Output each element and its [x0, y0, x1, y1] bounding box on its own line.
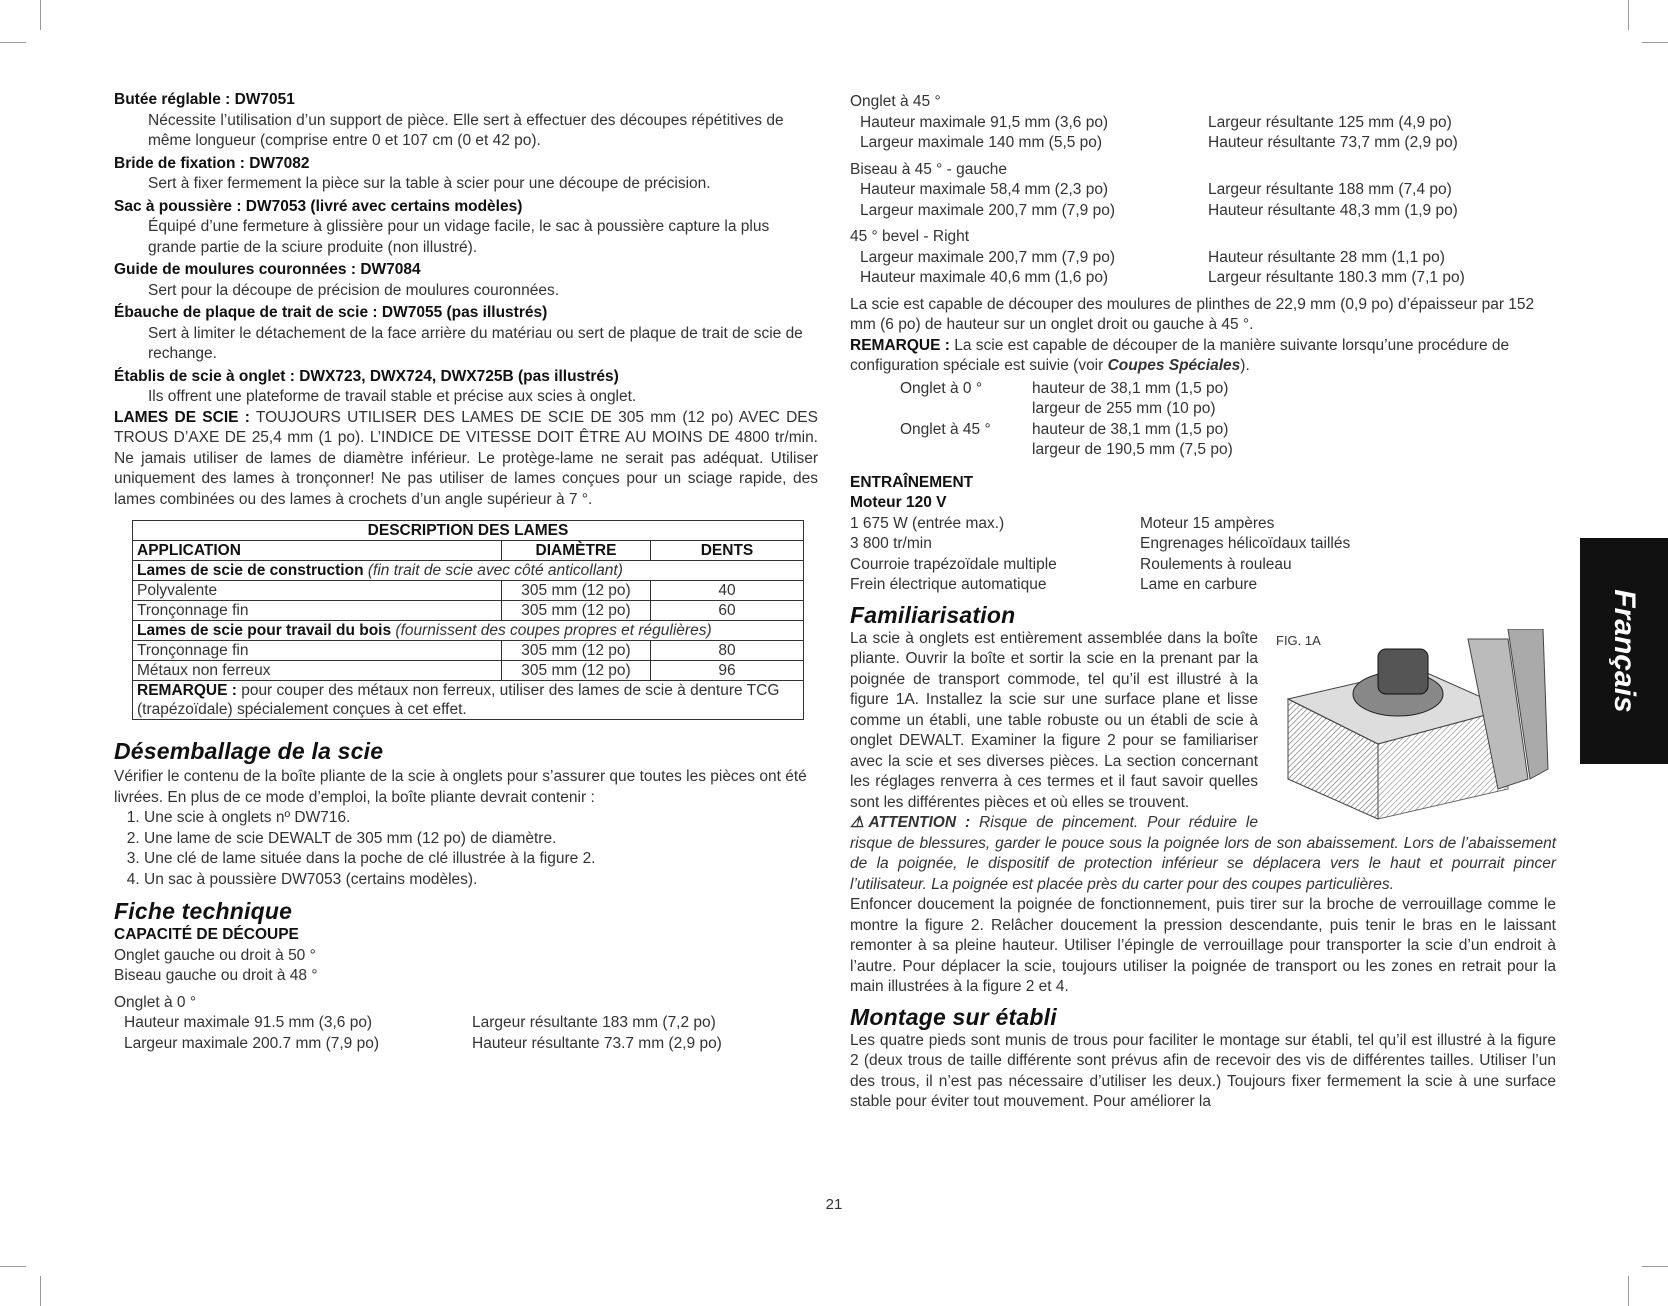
blades-text: TOUJOURS UTILISER DES LAMES DE SCIE DE 305 mm (12 po) AVEC DES TROUS D’AXE DE 25,4 mm (1 po). L’INDICE DE VITESSE DOIT ÊTRE AU MOINS DE 4800 tr/min. Ne jamais utiliser de lames de diamètre inférieur. Le protège-lame ne serait pas adéquat. Utiliser uniquement des lames à tronçonner! Ne pas utiliser de lames conçues pour un sciage rapide, des lames combinées ou des lames à crochets d’un angle supérieur à 7 °.	[114, 408, 818, 508]
spec-group	[850, 227, 1556, 289]
table-note	[133, 681, 804, 720]
accessory-text: Nécessite l’utilisation d’un support de pièce. Elle sert à effectuer des découpes répétitives de même longueur (comprise entre 0 et 107 cm (0 et 42 po).	[148, 111, 784, 149]
spec-group-head: Biseau à 45 ° - gauche	[850, 160, 1007, 178]
accessory-title: Guide de moulures couronnées : DW7084	[114, 261, 421, 278]
accessory-text: Sert à limiter le détachement de la face arrière du matériau ou sert de plaque de trait de scie de rechange.	[148, 324, 803, 362]
warning-icon: ⚠	[850, 814, 869, 831]
blades-label: LAMES DE SCIE :	[114, 408, 250, 426]
remark-text: La scie est capable de découper de la manière suivante lorsqu’une procédure de configuration spéciale est suivie (voir	[850, 336, 1510, 374]
table-group-row	[133, 561, 804, 581]
spec-cell: Hauteur maximale 58,4 mm (2,3 po)	[860, 181, 1109, 198]
spec-row	[114, 1034, 818, 1055]
table-cell: 305 mm (12 po)	[502, 581, 651, 601]
accessory-text: Sert à fixer fermement la pièce sur la table à scier pour une découpe de précision.	[148, 175, 711, 192]
table-cell: 305 mm (12 po)	[502, 601, 651, 621]
list-item: 3. Une clé de lame située dans la poche de clé illustrée à la figure 2.	[144, 849, 818, 870]
spec-line: Onglet gauche ou droit à 50 °	[114, 946, 316, 964]
table-title: DESCRIPTION DES LAMES	[133, 521, 804, 541]
group-label: Lames de scie pour travail du bois	[137, 622, 392, 639]
accessory-text: Sert pour la découpe de précision de moulures couronnées.	[148, 281, 560, 299]
language-tab	[1580, 538, 1668, 764]
baseboard-text: La scie est capable de découper des moulures de plinthes de 22,9 mm (0,9 po) d’épaisseur par 152 mm (6 po) de hauteur sur un onglet droit ou gauche à 45 °.	[850, 295, 1535, 333]
right-column	[850, 92, 1556, 1113]
special-value: largeur de 190,5 mm (7,5 po)	[1032, 441, 1233, 458]
handling-text: Enfoncer doucement la poignée de fonctionnement, puis tirer sur la broche de verrouillage comme le montre la figure 2. Relâcher doucement la pression descendante, puis tenir le bras en le laissant remonter à sa pleine hauteur. Utiliser l’épingle de verrouillage pour transporter la scie d’un endroit à l’autre. Pour déplacer la scie, toujours utiliser la poignée de transport ou les zones en retrait pour la main illustrées à la figure 2 et 4.	[850, 896, 1556, 995]
figure-label: FIG. 1A	[1276, 632, 1321, 648]
spec-cell: Largeur maximale 200,7 mm (7,9 po)	[860, 248, 1116, 266]
table-cell: 96	[651, 661, 804, 681]
table-row	[133, 581, 804, 601]
spec-row	[850, 113, 1556, 134]
table-cell: Tronçonnage fin	[133, 641, 502, 661]
motor-cell: 1 675 W (entrée max.)	[850, 514, 1005, 532]
accessory-item	[114, 154, 818, 195]
unpack-text: Vérifier le contenu de la boîte pliante de la scie à onglets pour s’assurer que toutes les pièces ont été livrées. En plus de ce mode d’emploi, la boîte pliante devrait contenir :	[114, 768, 807, 806]
table-cell: Polyvalente	[133, 581, 502, 601]
spec-cell: Largeur maximale 140 mm (5,5 po)	[860, 134, 1103, 151]
spec-row	[850, 268, 1556, 289]
special-row	[850, 399, 1556, 420]
spec-cell: Largeur maximale 200,7 mm (7,9 po)	[860, 201, 1116, 219]
left-column	[114, 88, 818, 1054]
spec-group	[850, 160, 1556, 222]
motor-cell: Lame en carbure	[1140, 576, 1258, 593]
familiarization-text: La scie à onglets est entièrement assemblée dans la boîte pliante. Ouvrir la boîte et sortir la scie en la prenant par la poignée de transport commode, tel qu’il est illustré à la figure 1A. Installez la scie sur une surface plane et lisse comme un établi, une table robuste ou un établi de scie à onglet DEWALT. Examiner la figure 2 pour se familiariser avec la scie et ses diverses pièces. La section concernant les réglages renverra à ces termes et il faut savoir quelles sont les différentes pièces et où elles se trouvent.	[850, 629, 1258, 811]
accessory-item	[114, 303, 818, 365]
list-item: 1. Une scie à onglets nº DW716.	[144, 808, 818, 829]
spec-row	[850, 180, 1556, 201]
table-cell: 305 mm (12 po)	[502, 661, 651, 681]
language-tab-label: Français	[1608, 589, 1641, 713]
remark-paragraph	[850, 336, 1556, 377]
accessory-item	[114, 367, 818, 408]
table-row	[133, 641, 804, 661]
special-cuts	[850, 379, 1556, 461]
remark-label: REMARQUE :	[850, 336, 950, 354]
group-label: Lames de scie de construction	[137, 562, 364, 579]
spec-row	[114, 1013, 818, 1034]
spec-group-head: Onglet à 45 °	[850, 93, 941, 110]
table-row	[133, 661, 804, 681]
table-cell: Tronçonnage fin	[133, 601, 502, 621]
spec-cell: Largeur résultante 125 mm (4,9 po)	[1208, 113, 1452, 131]
motor-row	[850, 514, 1556, 535]
spec-cell: Hauteur résultante 48,3 mm (1,9 po)	[1208, 201, 1458, 219]
list-item: 2. Une lame de scie DEWALT de 305 mm (12 po) de diamètre.	[144, 829, 818, 850]
table-cell: 60	[651, 601, 804, 621]
table-cell: Métaux non ferreux	[133, 661, 502, 681]
spec-group	[850, 92, 1556, 154]
spec-cell: Largeur résultante 183 mm (7,2 po)	[472, 1014, 716, 1031]
list-item: 4. Un sac à poussière DW7053 (certains modèles).	[144, 870, 818, 891]
accessory-title: Butée réglable : DW7051	[114, 91, 295, 108]
motor-cell: 3 800 tr/min	[850, 535, 932, 552]
motor-cell: Engrenages hélicoïdaux taillés	[1140, 535, 1351, 552]
crop-mark	[1628, 0, 1629, 30]
special-row	[850, 379, 1556, 400]
accessory-text: Équipé d’une fermeture à glissière pour un vidage facile, le sac à poussière capture la plus grande partie de la sciure produite (non illustré).	[148, 218, 770, 256]
spec-cell: Largeur résultante 180.3 mm (7,1 po)	[1208, 269, 1465, 286]
table-header: DENTS	[651, 541, 804, 561]
accessory-list	[114, 90, 818, 408]
spec-cell: Largeur maximale 200.7 mm (7,9 po)	[124, 1034, 380, 1052]
accessory-title: Sac à poussière : DW7053 (livré avec certains modèles)	[114, 197, 523, 215]
table-note-label: REMARQUE :	[137, 682, 237, 699]
motor-row	[850, 555, 1556, 576]
capacity-heading: CAPACITÉ DE DÉCOUPE	[114, 926, 299, 943]
spec-group-head: 45 ° bevel - Right	[850, 228, 970, 245]
remark-end: ).	[1240, 357, 1250, 374]
warning-label: ATTENTION :	[868, 814, 971, 831]
special-key: Onglet à 45 °	[900, 420, 991, 438]
special-cuts-reference: Coupes Spéciales	[1107, 357, 1241, 374]
table-cell: 80	[651, 641, 804, 661]
crop-mark	[0, 42, 26, 43]
motor-row	[850, 575, 1556, 596]
crop-mark	[40, 1276, 41, 1306]
spec-row	[850, 201, 1556, 222]
accessory-item	[114, 90, 818, 152]
crop-mark	[1642, 42, 1668, 43]
spec-cell: Hauteur maximale 91.5 mm (3,6 po)	[124, 1014, 373, 1031]
spec-row	[850, 133, 1556, 154]
crop-mark	[40, 0, 41, 30]
blade-table	[132, 520, 804, 720]
spec-cell: Hauteur résultante 73.7 mm (2,9 po)	[472, 1034, 722, 1052]
table-header: DIAMÈTRE	[502, 541, 651, 561]
section-title-familiarization: Familiarisation	[850, 601, 1016, 628]
accessory-title: Bride de fixation : DW7082	[114, 154, 310, 172]
accessory-item	[114, 260, 818, 301]
unpack-list	[114, 808, 818, 890]
motor-cell: Moteur 15 ampères	[1140, 514, 1275, 532]
bench-mounting-text: Les quatre pieds sont munis de trous pour faciliter le montage sur établi, tel qu’il est illustré à la figure 2 (deux trous de taille différente sont prévus afin de recevoir des vis de différentes tailles. Utiliser l’un des trous, il n’est pas nécessaire d’utiliser les deux.) Toujours fixer fermement la scie à une surface stable pour éviter tout mouvement. Pour améliorer la	[850, 1031, 1556, 1110]
table-header: APPLICATION	[133, 541, 502, 561]
motor-cell: Courroie trapézoïdale multiple	[850, 555, 1057, 573]
special-value: hauteur de 38,1 mm (1,5 po)	[1032, 420, 1229, 438]
crop-mark	[0, 1266, 26, 1267]
section-title-specs: Fiche technique	[114, 898, 293, 924]
accessory-title: Établis de scie à onglet : DWX723, DWX724, DWX725B (pas illustrés)	[114, 367, 619, 385]
table-note-text: pour couper des métaux non ferreux, utiliser des lames de scie à denture TCG (trapézoïdale) spécialement conçues à cet effet.	[137, 682, 780, 718]
motor-cell: Frein électrique automatique	[850, 576, 1047, 593]
special-value: hauteur de 38,1 mm (1,5 po)	[1032, 379, 1229, 397]
drive-heading: ENTRAÎNEMENT	[850, 473, 974, 491]
figure-1a	[1268, 629, 1556, 829]
group-note: (fin trait de scie avec côté anticollant)	[363, 562, 623, 579]
table-cell: 40	[651, 581, 804, 601]
blades-paragraph	[114, 408, 818, 511]
motor-row	[850, 534, 1556, 555]
special-value: largeur de 255 mm (10 po)	[1032, 400, 1216, 417]
motor-cell: Roulements à rouleau	[1140, 555, 1292, 573]
spec-line: Biseau gauche ou droit à 48 °	[114, 967, 318, 984]
section-title-bench-mounting: Montage sur établi	[850, 1003, 1057, 1030]
warning-text: Risque de pincement. Pour réduire le risque de blessures, garder le pouce sous la poignée lors de son abaissement. Lors de l’abaissement de la poignée, le dispositif de protection inférieur se déplacera vers le haut et pourrait pincer l’utilisateur. La poignée est placée près du carter pour des coupes particulières.	[850, 814, 1556, 893]
crop-mark	[1628, 1276, 1629, 1306]
spec-line: Onglet à 0 °	[114, 993, 197, 1011]
spec-cell: Largeur résultante 188 mm (7,4 po)	[1208, 181, 1452, 198]
page-number: 21	[825, 1196, 843, 1213]
table-group-row	[133, 621, 804, 641]
section-title-unpacking: Désemballage de la scie	[114, 738, 384, 764]
spec-cell: Hauteur résultante 73,7 mm (2,9 po)	[1208, 134, 1458, 151]
group-note: (fournissent des coupes propres et régulières)	[391, 622, 712, 639]
special-row	[850, 420, 1556, 441]
special-row	[850, 440, 1556, 461]
spec-cell: Hauteur résultante 28 mm (1,1 po)	[1208, 248, 1445, 266]
accessory-item	[114, 197, 818, 259]
motor-heading: Moteur 120 V	[850, 494, 947, 511]
table-cell: 305 mm (12 po)	[502, 641, 651, 661]
special-key: Onglet à 0 °	[900, 379, 983, 397]
spec-cell: Hauteur maximale 91,5 mm (3,6 po)	[860, 113, 1109, 131]
table-row	[133, 601, 804, 621]
crop-mark	[1642, 1266, 1668, 1267]
spec-row	[850, 248, 1556, 269]
accessory-title: Ébauche de plaque de trait de scie : DW7055 (pas illustrés)	[114, 304, 548, 321]
saw-in-box-illustration	[1268, 629, 1556, 829]
spec-cell: Hauteur maximale 40,6 mm (1,6 po)	[860, 269, 1109, 286]
accessory-text: Ils offrent une plateforme de travail stable et précise aux scies à onglet.	[148, 388, 637, 405]
